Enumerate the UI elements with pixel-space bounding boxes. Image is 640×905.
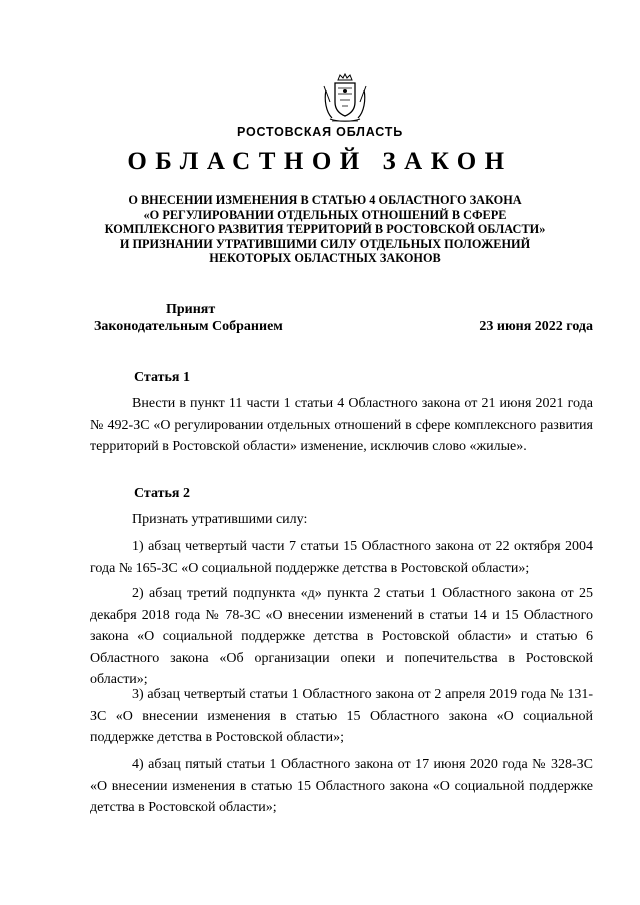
article-1-heading: Статья 1 xyxy=(134,370,190,385)
subject-line: НЕКОТОРЫХ ОБЛАСТНЫХ ЗАКОНОВ xyxy=(209,251,441,266)
region-name: РОСТОВСКАЯ ОБЛАСТЬ xyxy=(237,125,403,139)
subject-line: КОМПЛЕКСНОГО РАЗВИТИЯ ТЕРРИТОРИЙ В РОСТОВСКОЙ ОБЛАСТИ» xyxy=(104,222,546,237)
adopted-label: Принят xyxy=(166,302,216,317)
coat-of-arms-emblem xyxy=(318,72,372,124)
article-2-item: 2) абзац третий подпункта «д» пункта 2 статьи 1 Областного закона от 25 декабря 2018 года № 78-ЗС «О внесении изменений в статьи 14 и 15 Областного закона «О социальной поддержке детства в Ростовской области» и статью 6 Областного закона «Об организации опеки и попечительства в Ростовской области»; xyxy=(90,586,593,688)
article-2-item: 1) абзац четвертый части 7 статьи 15 Областного закона от 22 октября 2004 года № 165-ЗС «О социальной поддержке детства в Ростовской области»; xyxy=(90,539,593,576)
article-2-item: 4) абзац пятый статьи 1 Областного закона от 17 июня 2020 года № 328-ЗС «О внесении изменения в статью 15 Областного закона «О социальной поддержке детства в Ростовской области»; xyxy=(90,757,593,816)
subject-line: И ПРИЗНАНИИ УТРАТИВШИМИ СИЛУ ОТДЕЛЬНЫХ ПОЛОЖЕНИЙ xyxy=(119,236,531,251)
law-title: ОБЛАСТНОЙ ЗАКОН xyxy=(127,148,513,175)
adoption-date: 23 июня 2022 года xyxy=(479,319,593,334)
adopted-by: Законодательным Собранием xyxy=(94,319,283,334)
subject-line: О ВНЕСЕНИИ ИЗМЕНЕНИЯ В СТАТЬЮ 4 ОБЛАСТНОГО ЗАКОНА xyxy=(128,193,522,207)
subject-line: «О РЕГУЛИРОВАНИИ ОТДЕЛЬНЫХ ОТНОШЕНИЙ В СФЕРЕ xyxy=(143,207,507,222)
article-2-intro: Признать утратившими силу: xyxy=(132,512,308,527)
article-2-heading: Статья 2 xyxy=(134,486,190,501)
article-2-item: 3) абзац четвертый статьи 1 Областного закона от 2 апреля 2019 года № 131-ЗС «О внесении изменения в статью 15 Областного закона «О социальной поддержке детства в Ростовской области»; xyxy=(90,687,593,746)
law-subject xyxy=(90,193,560,266)
article-1-text: Внести в пункт 11 части 1 статьи 4 Областного закона от 21 июня 2021 года № 492-ЗС «О регулировании отдельных отношений в сфере комплексного развития территорий в Ростовской области» изменение, исключив слово «жилые». xyxy=(90,396,593,455)
